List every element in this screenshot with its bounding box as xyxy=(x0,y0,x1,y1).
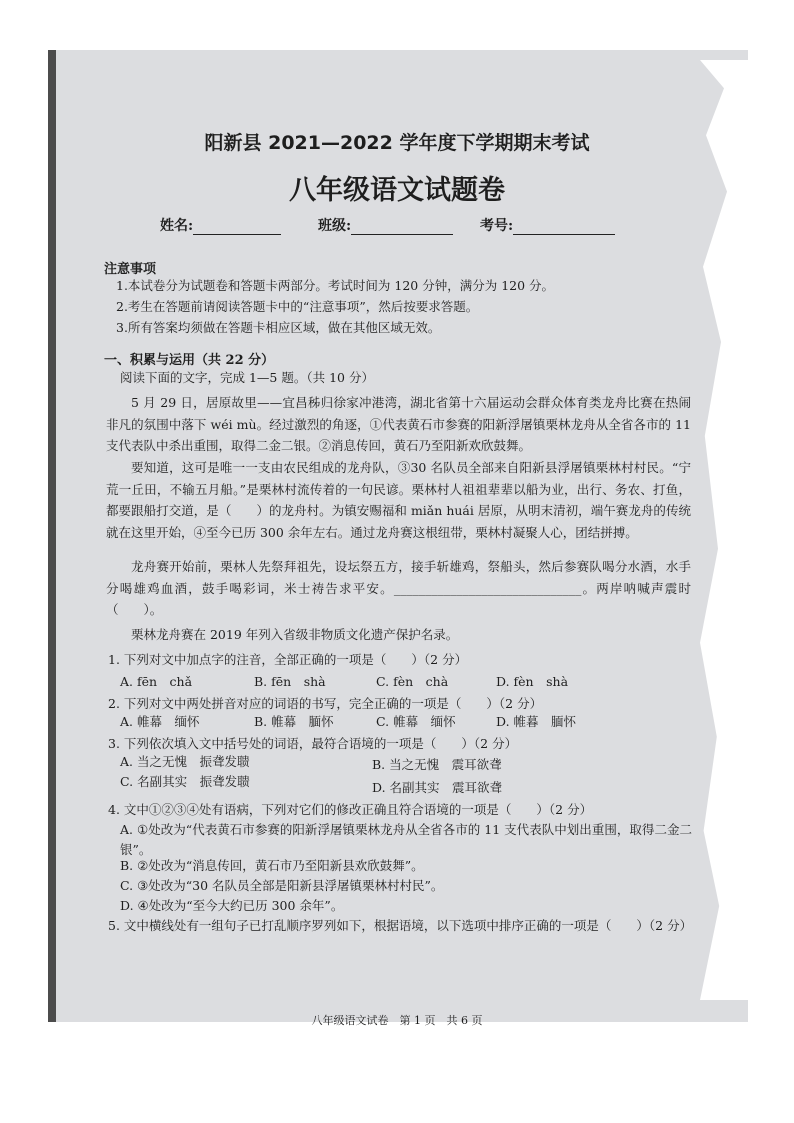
question-2: 2. 下列对文中两处拼音对应的词语的书写，完全正确的一项是（ ）（2 分） xyxy=(108,696,543,711)
notice-item: 1.本试卷分为试题卷和答题卡两部分。考试时间为 120 分钟，满分为 120 分。 xyxy=(116,278,555,293)
exam-subtitle: 八年级语文试题卷 xyxy=(289,175,505,206)
q2-option-b: B. 帷幕 腼怀 xyxy=(254,714,334,729)
q1-option-d: D. fèn shà xyxy=(496,674,569,689)
q2-option-a: A. 帷幕 缅怀 xyxy=(120,714,200,729)
passage-paragraph: 栗林龙舟赛在 2019 年列入省级非物质文化遗产保护名录。 xyxy=(131,627,459,642)
question-4: 4. 文中①②③④处有语病，下列对它们的修改正确且符合语境的一项是（ ）（2 分） xyxy=(108,802,593,817)
q2-option-d: D. 帷暮 腼怀 xyxy=(496,714,577,729)
reading-intro: 阅读下面的文字，完成 1—5 题。（共 10 分） xyxy=(120,370,374,385)
exam-no-field: 考号: xyxy=(480,215,615,235)
q1-option-a: A. fēn chǎ xyxy=(120,674,193,689)
passage-paragraph: 龙舟赛开始前，栗林人先祭拜祖先，设坛祭五方，接手斩雄鸡，祭船头，然后参赛队喝分水酒，水手分喝雄鸡血酒，鼓手喝彩词，米士祷告求平安。______________________________。两岸呐喊声震时（ ）。 xyxy=(106,559,691,617)
page-footer: 八年级语文试卷 第 1 页 共 6 页 xyxy=(311,1014,483,1027)
name-field: 姓名: xyxy=(160,215,281,235)
passage-paragraph: 要知道，这可是唯一一支由农民组成的龙舟队，③30 名队员全部来自阳新县浮屠镇栗林村村民。“宁荒一丘田，不输五月船。”是栗林村流传着的一句民谚。栗林村人祖祖辈辈以船为业，出行、务农、打鱼，都要跟船打交道，是（ ）的龙舟村。为镇安赐福和 miǎn huái 居原，从明末清初，端午赛龙舟的传统就在这里开始，④至今已历 300 余年左右。通过龙舟赛这根纽带，栗林村凝聚人心，团结拼搏。 xyxy=(106,460,691,540)
class-field: 班级: xyxy=(318,215,453,235)
q4-option-b: B. ②处改为“消息传回，黄石市乃至阳新县欢欣鼓舞”。 xyxy=(120,858,424,873)
q2-option-c: C. 帷幕 缅怀 xyxy=(376,714,456,729)
notice-heading: 注意事项 xyxy=(104,262,157,277)
q4-option-c: C. ③处改为“30 名队员全部是阳新县浮屠镇栗林村村民”。 xyxy=(120,878,444,893)
section-heading: 一、积累与运用（共 22 分） xyxy=(104,353,275,368)
passage-paragraph: 5 月 29 日，居原故里——宜昌秭归徐家冲港湾，湖北省第十六届运动会群众体育类龙舟比赛在热闹非凡的氛围中落下 wéi mù。经过激烈的角逐，①代表黄石市参赛的阳新浮屠镇栗林龙舟从全省各市的 11 支代表队中杀出重围，取得二金二银。②消息传回，黄石乃至阳新欢欣鼓舞。 xyxy=(106,395,691,453)
notice-item: 2.考生在答题前请阅读答题卡中的“注意事项”，然后按要求答题。 xyxy=(116,299,479,314)
q4-option-d: D. ④处改为“至今大约已历 300 余年”。 xyxy=(120,898,344,913)
notice-item: 3.所有答案均须做在答题卡相应区域，做在其他区域无效。 xyxy=(116,320,441,335)
exam-title: 阳新县 2021—2022 学年度下学期期末考试 xyxy=(204,132,590,154)
question-5: 5. 文中横线处有一组句子已打乱顺序罗列如下，根据语境，以下选项中排序正确的一项是（ ）（2 分） xyxy=(108,918,693,933)
q3-option-d: D. 名副其实 震耳欲聋 xyxy=(372,780,503,795)
q3-option-c: C. 名副其实 振聋发聩 xyxy=(120,774,250,789)
question-3: 3. 下列依次填入文中括号处的词语，最符合语境的一项是（ ）（2 分） xyxy=(108,736,518,751)
q1-option-c: C. fèn chà xyxy=(376,674,449,689)
q3-option-b: B. 当之无愧 震耳欲聋 xyxy=(372,757,502,772)
question-1: 1. 下列对文中加点字的注音，全部正确的一项是（ ）（2 分） xyxy=(108,652,468,667)
q3-option-a: A. 当之无愧 振聋发聩 xyxy=(120,754,250,769)
q4-option-a: A. ①处改为“代表黄石市参赛的阳新浮屠镇栗林龙舟从全省各市的 11 支代表队中划出重围，取得二金二银”。 xyxy=(120,822,692,857)
q1-option-b: B. fēn shà xyxy=(254,674,326,689)
